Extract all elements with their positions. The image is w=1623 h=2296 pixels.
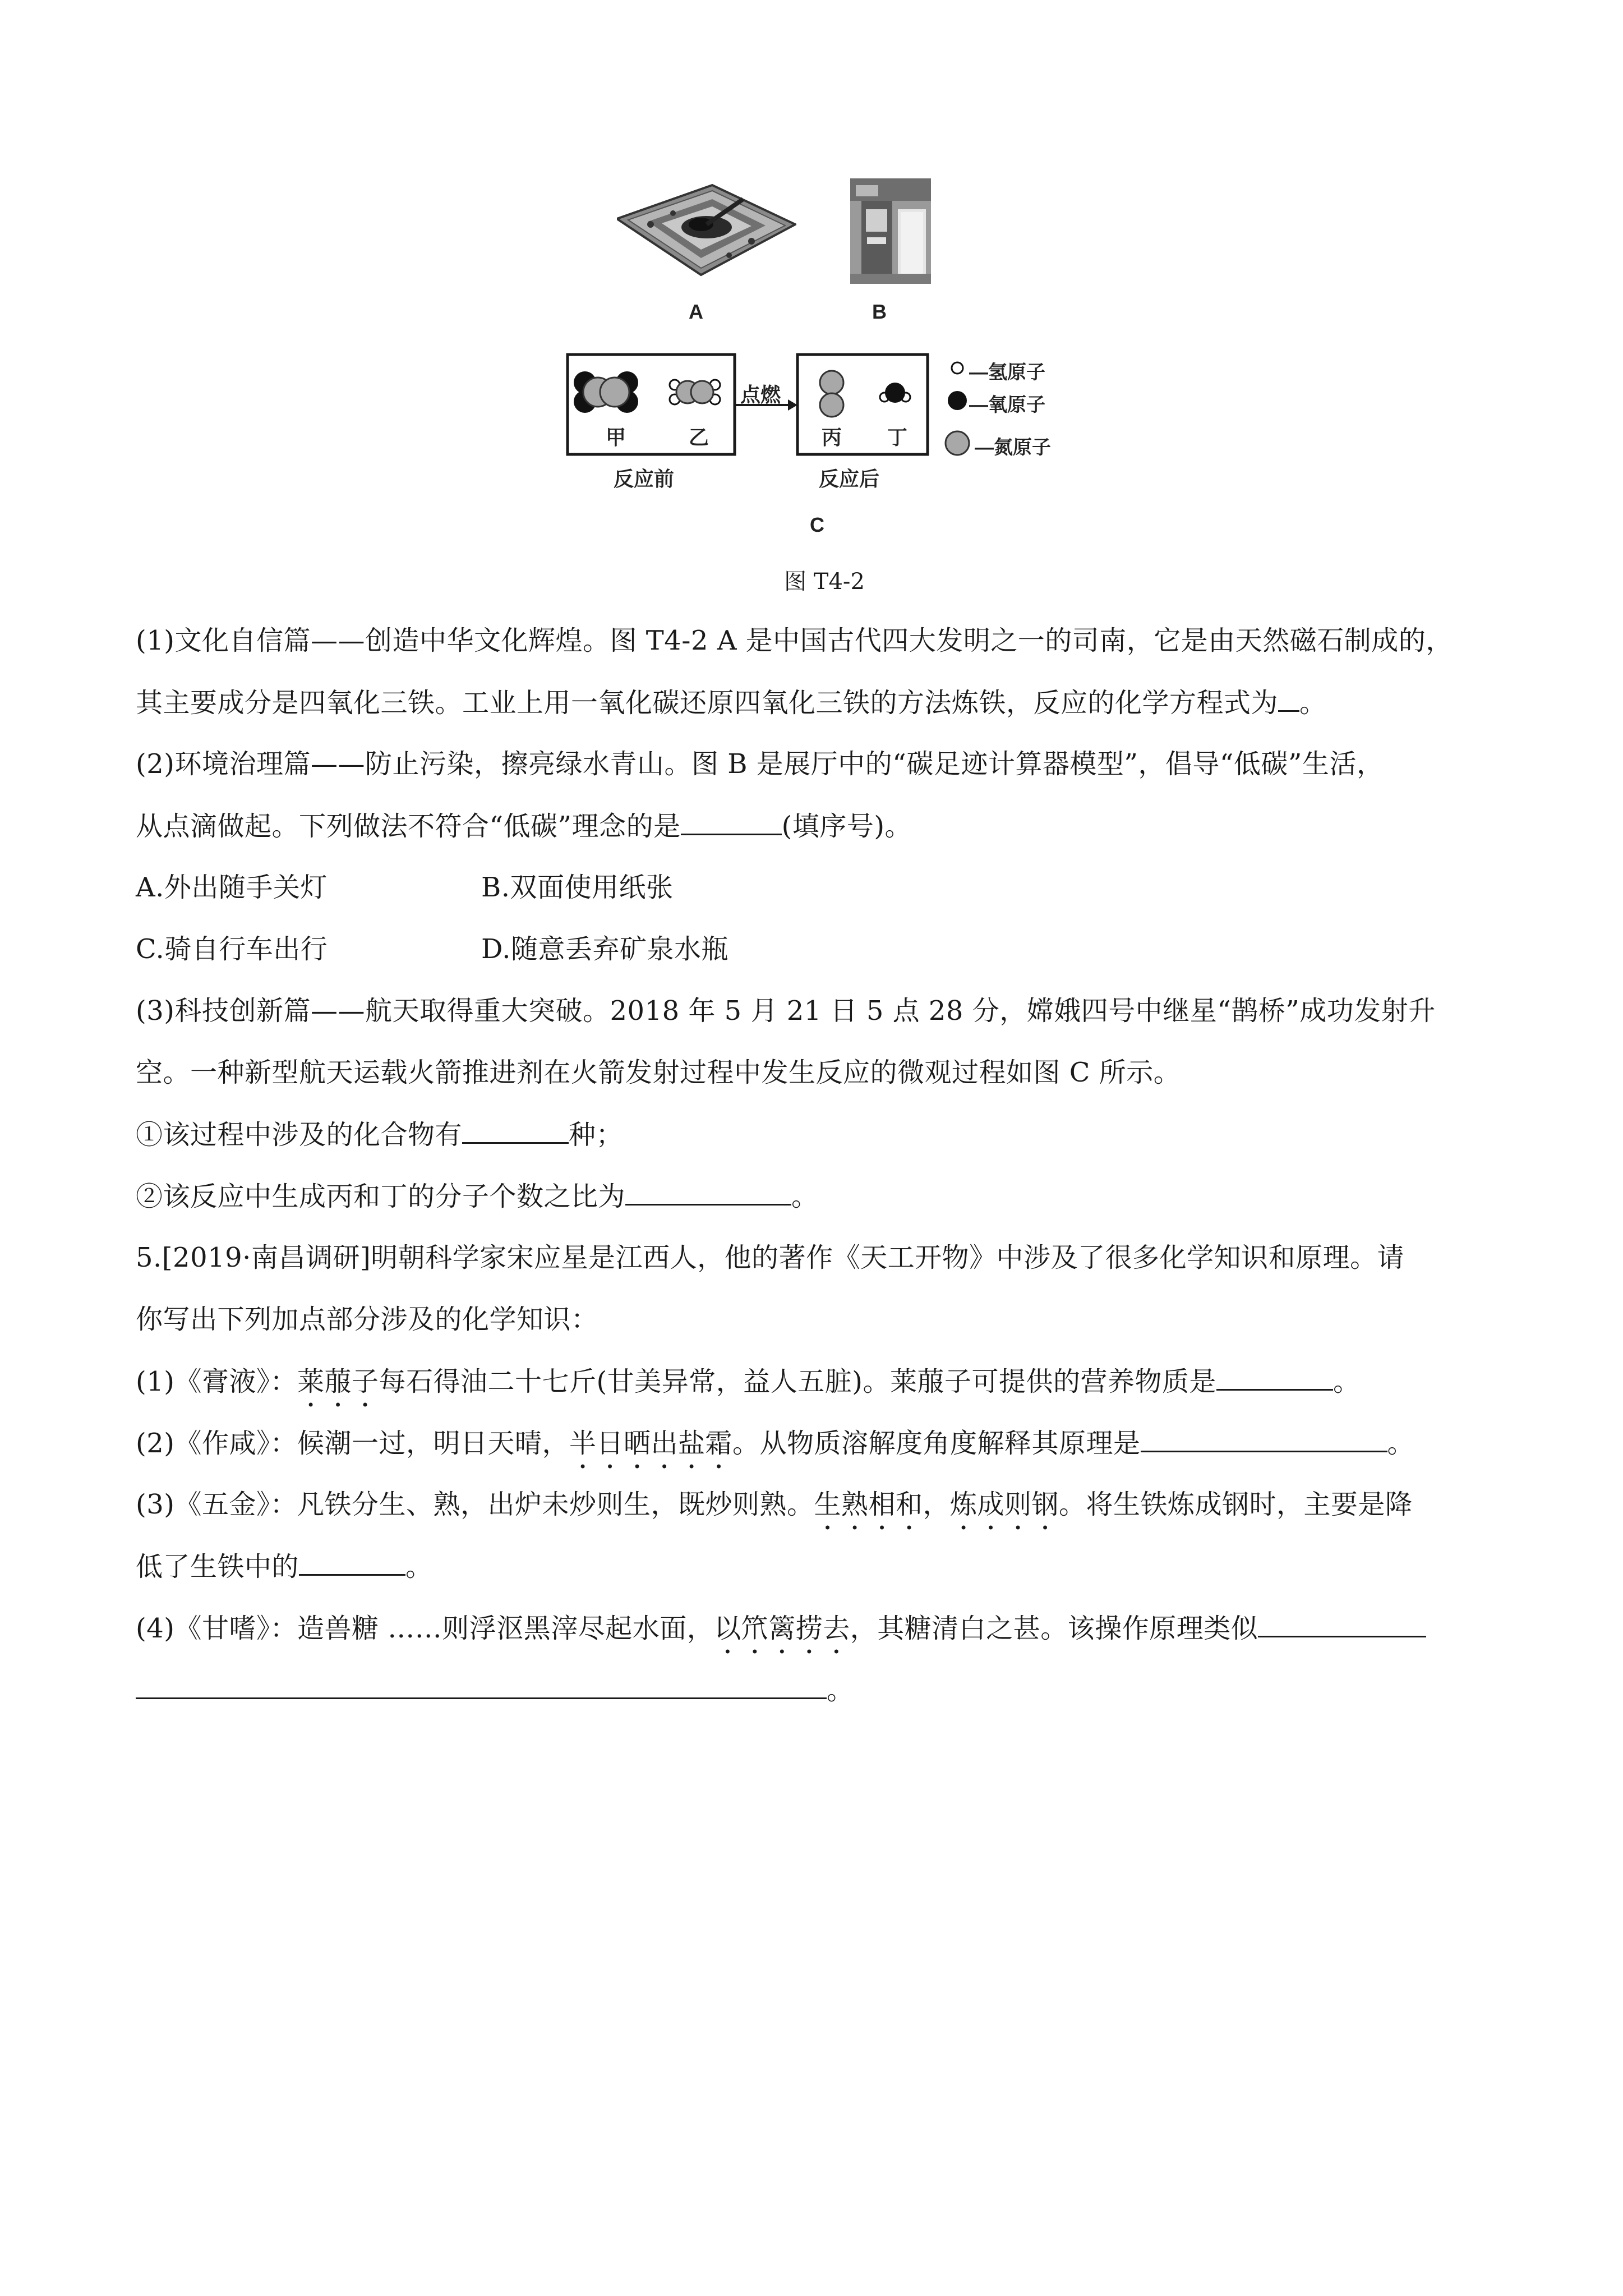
answer-blank-compound-count[interactable] (462, 1117, 569, 1144)
figure-label-a: A (689, 300, 703, 323)
q4-part3-line1: (3)科技创新篇——航天取得重大突破。2018 年 5 月 21 日 5 点 28 分，嫦娥四号中继星“鹊桥”成功发射升 (136, 995, 1436, 1027)
q5-intro-line1: 5.[2019·南昌调研]明朝科学家宋应星是江西人，他的著作《天工开物》中涉及了很多化学知识和原理。请 (136, 1242, 1405, 1273)
molecule-label-yi: 乙 (689, 426, 709, 449)
figure-label-b: B (872, 300, 887, 323)
q4-sub1: ①该过程中涉及的化合物有 种； (136, 1117, 623, 1152)
legend-oxygen-symbol (948, 391, 967, 410)
legend-hydrogen-symbol (952, 362, 963, 374)
figure-caption: 图 T4-2 (784, 569, 865, 595)
q5-sub4-line1: (4)《甘嗜》：造兽糖 ……则浮沤黑滓尽起水面，以笊篱捞去，其糖清白之甚。该操作原理类似 (136, 1611, 1426, 1660)
answer-blank-ratio[interactable] (625, 1179, 791, 1205)
molecule-bing (820, 371, 843, 417)
legend-nitrogen-symbol (946, 431, 969, 455)
reaction-diagram (0, 0, 1623, 561)
q5-sub1: (1)《膏液》：莱菔子每石得油二十七斤(甘美异常，益人五脏)。莱菔子可提供的营养物质是 。 (136, 1364, 1361, 1413)
before-reaction-label: 反应前 (614, 467, 675, 490)
figure-label-c: C (810, 513, 824, 536)
after-box (797, 355, 928, 454)
molecule-label-bing: 丙 (822, 426, 842, 449)
q5-sub3-line1: (3)《五金》：凡铁分生、熟，出炉未炒则生，既炒则熟。生熟相和，炼成则钢。将生铁炼成钢时，主要是降 (136, 1489, 1413, 1520)
q5-intro-line2: 你写出下列加点部分涉及的化学知识： (136, 1304, 598, 1335)
molecule-yi (670, 380, 720, 404)
arrow-label-ignite: 点燃 (740, 383, 781, 406)
answer-blank-equation[interactable] (1278, 685, 1299, 712)
q4-part1-line2: 其主要成分是四氧化三铁。工业上用一氧化碳还原四氧化三铁的方法炼铁，反应的化学方程式为 。 (136, 685, 1327, 720)
answer-blank-steel[interactable] (299, 1549, 405, 1576)
q4-part2-line1: (2)环境治理篇——防止污染，擦亮绿水青山。图 B 是展厅中的“碳足迹计算器模型”，倡导“低碳”生活， (136, 748, 1384, 780)
legend-nitrogen-label: —氮原子 (975, 437, 1051, 458)
answer-blank-operation-part2[interactable] (136, 1673, 827, 1699)
figure-t4-2 (0, 0, 1623, 606)
legend-oxygen-label: —氧原子 (969, 394, 1045, 416)
molecule-ding (880, 383, 910, 403)
option-d: D.随意丢弃矿泉水瓶 (481, 933, 729, 965)
after-reaction-label: 反应后 (819, 467, 880, 490)
q5-sub2: (2)《作咸》：候潮一过，明日天晴，半日晒出盐霜。从物质溶解度角度解释其原理是 。 (136, 1426, 1414, 1475)
q4-option-row1 (136, 871, 674, 904)
option-c: C.骑自行车出行 (136, 933, 328, 965)
q5-sub3-line2: 低了生铁中的 。 (136, 1549, 433, 1584)
q4-part2-line2: 从点滴做起。下列做法不符合“低碳”理念的是 (填序号)。 (136, 809, 912, 843)
molecule-jia (574, 371, 638, 413)
answer-blank-nutrient[interactable] (1216, 1364, 1333, 1391)
answer-blank-solubility[interactable] (1141, 1426, 1387, 1452)
option-a: A.外出随手关灯 (136, 872, 328, 903)
molecule-label-ding: 丁 (887, 426, 908, 449)
molecule-label-jia: 甲 (606, 426, 626, 449)
q4-option-row2 (136, 932, 729, 966)
q4-part1-line1: (1)文化自信篇——创造中华文化辉煌。图 T4-2 A 是中国古代四大发明之一的司南，它是由天然磁石制成的， (136, 625, 1453, 656)
answer-blank-operation-part1[interactable] (1258, 1611, 1426, 1637)
q4-part3-line2: 空。一种新型航天运载火箭推进剂在火箭发射过程中发生反应的微观过程如图 C 所示。 (136, 1057, 1181, 1088)
answer-blank-option[interactable] (681, 809, 782, 835)
q4-sub2: ②该反应中生成丙和丁的分子个数之比为 。 (136, 1179, 819, 1213)
option-b: B.双面使用纸张 (481, 872, 674, 903)
legend-hydrogen-label: —氢原子 (969, 362, 1045, 383)
q5-sub4-line2: 。 (136, 1673, 854, 1707)
